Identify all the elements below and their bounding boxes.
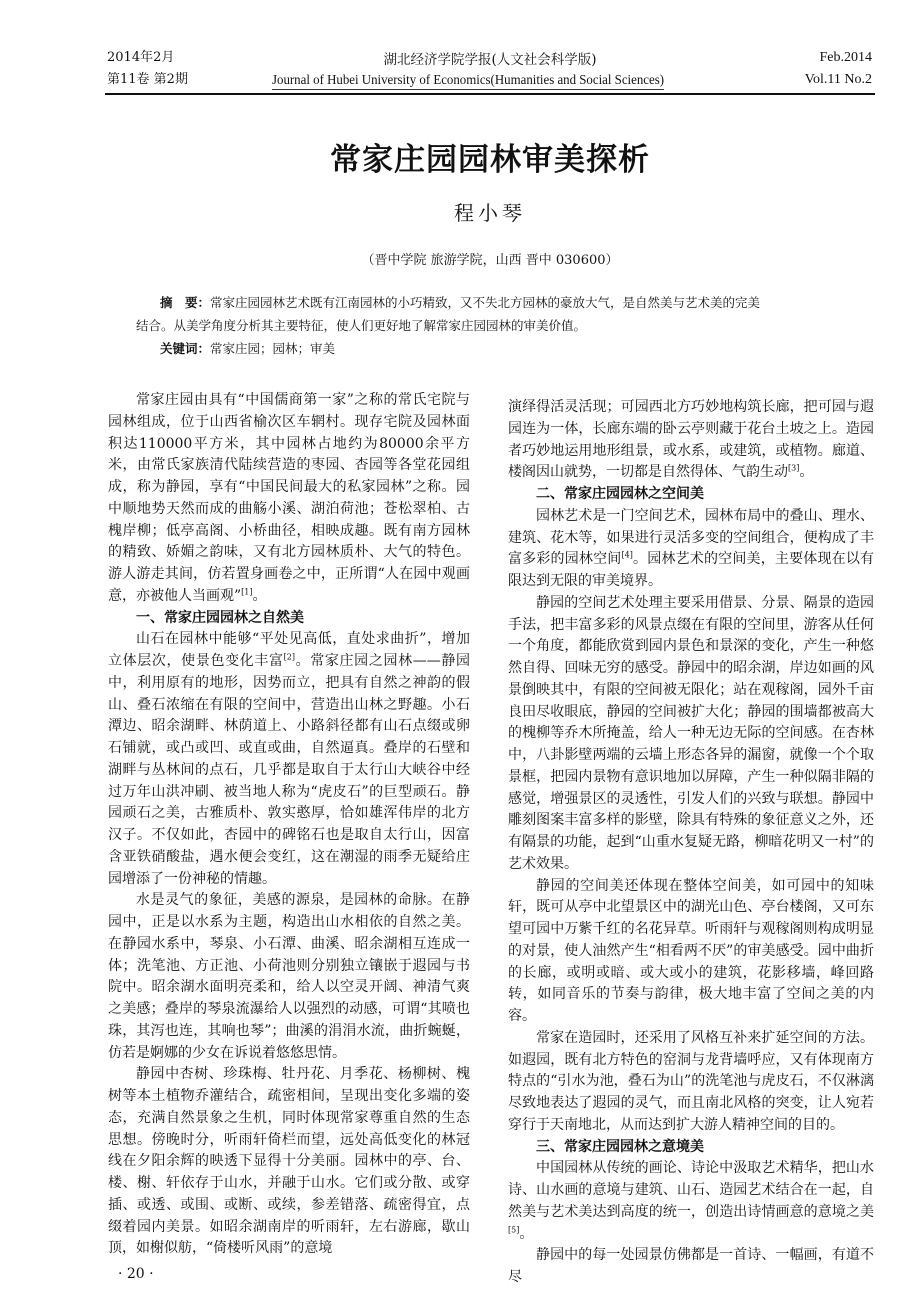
paragraph: 静园的空间艺术处理主要采用借景、分景、隔景的造园手法，把丰富多彩的风景点缀在有限的空间里，游客从任何一个角度，都能欣赏到园内景色和景深的变化，产生一种悠然自得、回味无穷的感受。静园中的昭余湖，岸边如画的风景倒映其中，有限的空间被无限化；站在观稼阁，园外千亩良田尽收眼底，静园的空间被扩大化；静园的围墙都被高大的槐柳等乔木所掩盖，给人一种无边无际的空间感。在杏林中，八卦影壁两端的云墙上形态各异的漏窗，就像一个个取景框，把园内景物有意识地加以屏障，产生一种似隔非隔的感觉，增强景区的灵透性，引发人们的兴致与联想。静园中雕刻图案丰富多样的影壁，除具有特殊的象征意义之外，还有隔景的功能，起到“山重水复疑无路，柳暗花明又一村”的艺术效果。: [508, 594, 874, 872]
paragraph: 静园中的每一处园景仿佛都是一首诗、一幅画，有道不尽: [508, 1247, 874, 1285]
paragraph-text: 。常家庄园之园林——静园中，利用原有的地形，因势而立，把具有自然之神韵的假山、叠石浓缩在有限的空间中，营造出山林之野趣。小石潭边、昭余湖畔、林荫道上、小路斜径都有山石点缀或卵石铺就，或凸或凹、或直或曲，自然逼真。叠岸的石壁和湖畔与丛林间的点石，几乎都是取自于太行山大峡谷中经过万年山洪冲刷、被当地人称为“虎皮石”的巨型顽石。静园顽石之美，古雅质朴、敦实憨厚，恰如雄浑伟岸的北方汉子。不仅如此，杏园中的碑铭石也是取自太行山，因富含亚铁硝酸盐，遇水便会变红，这在潮湿的雨季无疑给庄园增添了一份神秘的情趣。: [108, 653, 471, 887]
page-number: · 20 ·: [118, 1266, 154, 1282]
issue-date-en: Feb.2014: [819, 50, 872, 65]
paragraph: 常家庄园由具有“中国儒商第一家”之称的常氏宅院与园林组成，位于山西省榆次区车辋村。现存宅院及园林面积达110000平方米，其中园林占地约为80000余平方米，由常氏家族清代陆续营造的枣园、杏园等各堂花园组成，称为静园，享有“中国民间最大的私家园林”之称。园中顺地势天然而成的曲觞小溪、湖泊荷池；苍松翠柏、古槐岸柳；低亭高阁、小桥曲径，相映成趣。既有南方园林的精致、娇媚之韵味，又有北方园林质朴、大气的特色。游人游走其间，仿若置身画卷之中，正所谓“人在园中观画意，亦被他人当画观”[1]。: [108, 392, 470, 604]
paragraph: 演绎得活灵活现；可园西北方巧妙地构筑长廊，把可园与遐园连为一体，长廊东端的卧云亭则藏于花台土坡之上。造园者巧妙地运用地形组景，或水系，或建筑，或植物。廊道、楼阁因山就势，一切都是自然得体、气韵生动[3]。: [508, 399, 874, 481]
keywords-text: 常家庄园；园林；审美: [210, 341, 336, 356]
keywords: [136, 337, 856, 360]
citation: [2]: [283, 652, 295, 662]
body-column-left: [108, 390, 470, 1260]
journal-name-cn: 湖北经济学院学报(人文社会科学版): [383, 52, 597, 68]
paragraph: 常家在造园时，还采用了风格互补来扩延空间的方法。如遐园，既有北方特色的窑洞与龙背墙呼应，又有体现南方特点的“引水为池，叠石为山”的洗笔池与虎皮石，不仅淋漓尽致地表达了遐园的灵气，而且南北风格的突变，让人宛若穿行于天南地北，从而达到扩大游人精神空间的目的。: [508, 1029, 874, 1133]
paragraph: [108, 629, 470, 890]
abstract: [136, 291, 856, 360]
section-heading: 一、常家庄园园林之自然美: [136, 609, 304, 626]
paragraph-text: 山石在园林中能够“平处见高低，直处求曲折”，增加立体层次，使景色变化丰富: [108, 631, 470, 669]
article-title: 常家庄园园林审美探析: [330, 142, 650, 178]
citation: [1]: [241, 587, 253, 597]
citation: [5]: [508, 1224, 520, 1234]
paragraph: [508, 506, 874, 593]
paragraph-text: 常家庄园由具有“中国儒商第一家”之称的常氏宅院与园林组成，位于山西省榆次区车辋村。现存宅院及园林面积达110000平方米，其中园林占地约为80000余平方米，由常氏家族清代陆续营造的枣园、杏园等各堂花园组成，称为静园，享有“中国民间最大的私家园林”之称。园中顺地势天然而成的曲觞小溪、湖泊荷池；苍松翠柏、古槐岸柳；低亭高阁、小桥曲径，相映成趣。既有南方园林的精致、娇媚之韵味，又有北方园林质朴、大气的特色。游人游走其间，仿若置身画卷之中，正所谓“人在园中观画意，亦被他人当画观”: [108, 392, 470, 604]
paragraph-text: 。: [519, 1225, 534, 1242]
issue-volume-en: Vol.11 No.2: [804, 72, 872, 87]
issue-volume-cn: 第11卷 第2期: [107, 72, 188, 87]
paragraph: 水是灵气的象征，美感的源泉，是园林的命脉。在静园中，正是以水系为主题，构造出山水相依的自然之美。在静园水系中，琴泉、小石潭、曲溪、昭余湖相互连成一体；洗笔池、方正池、小荷池则分别独立镶嵌于遐园与书院中。昭余湖水面明亮柔和，给人以空灵开阔、神清气爽之美感；叠岸的琴泉流瀑给人以强烈的动感，可谓“其喷也珠，其泻也连，其响也琴”；曲溪的涓涓水流，曲折蜿蜒，仿若是婀娜的少女在诉说着悠悠思情。: [108, 892, 470, 1061]
section-heading: 三、常家庄园园林之意境美: [536, 1138, 704, 1155]
paragraph-text: 。园林艺术的空间美，主要体现在以有限达到无限的审美境界。: [508, 551, 875, 589]
paragraph: 静园的空间美还体现在整体空间美，如可园中的知味轩，既可从亭中北望景区中的湖光山色、亭台楼阁，又可东望可园中万紫千红的名花异草。听雨轩与观稼阁则构成明显的对景，使人油然产生“相看两不厌”的审美感受。园中曲折的长廊，或明或暗、或大或小的建筑，花影移墙，峰回路转，如同音乐的节奏与韵律，极大地丰富了空间之美的内容。: [508, 877, 874, 1024]
paragraph-text: 园林艺术是一门空间艺术，园林布局中的叠山、理水、建筑、花木等，如果进行灵活多变的空间组合，便构成了丰富多彩的园林空间: [508, 507, 874, 568]
paragraph-text: 中国园林从传统的画论、诗论中汲取艺术精华，把山水诗、山水画的意境与建筑、山石、造园艺术结合在一起，自然美与艺术美达到高度的统一，创造出诗情画意的意境之美: [508, 1160, 874, 1220]
header-rule: [105, 93, 875, 95]
author-name: 程小琴: [454, 201, 526, 225]
citation: [4]: [621, 550, 633, 560]
paragraph: 静园中杏树、珍珠梅、牡丹花、月季花、杨柳树、槐树等本土植物乔灌结合，疏密相间，呈现出变化多端的姿态，充满自然景象之生机，同时体现常家尊重自然的生态思想。傍晚时分，听雨轩倚栏而望，远处高低变化的林冠线在夕阳余辉的映透下显得十分美丽。园林中的亭、台、楼、榭、轩依存于山水，并融于山水。它们或分散、或穿插、或透、或围、或断、或续，参差错落、疏密得宜，点缀着园内美景。如昭余湖南岸的听雨轩，左右游廊，歇山顶，如榭似舫，“倚楼听风雨”的意境: [108, 1066, 470, 1257]
abstract-text-line1: 常家庄园园林艺术既有江南园林的小巧精致，又不失北方园林的豪放大气，是自然美与艺术美的完美: [210, 295, 761, 310]
abstract-text-line2: 结合。从美学角度分析其主要特征，使人们更好地了解常家庄园园林的审美价值。: [136, 318, 587, 333]
abstract-label: 摘 要：: [160, 295, 211, 310]
citation: [3]: [788, 463, 800, 473]
journal-name-en: Journal of Hubei University of Economics(Humanities and Social Sciences): [272, 73, 665, 88]
body-column-right: [508, 397, 874, 1289]
author-affiliation: （晋中学院 旅游学院，山西 晋中 030600）: [361, 253, 619, 268]
paragraph-text: 演绎得活灵活现；可园西北方巧妙地构筑长廊，把可园与遐园连为一体，长廊东端的卧云亭则藏于花台土坡之上。造园者巧妙地运用地形组景，或水系，或建筑，或植物。廊道、楼阁因山就势，一切都是自然得体、气韵生动: [508, 399, 874, 481]
section-heading: 二、常家庄园园林之空间美: [536, 486, 704, 502]
issue-date-cn: 2014年2月: [107, 50, 175, 65]
keywords-label: 关键词：: [160, 341, 211, 356]
paragraph: [508, 1158, 874, 1245]
